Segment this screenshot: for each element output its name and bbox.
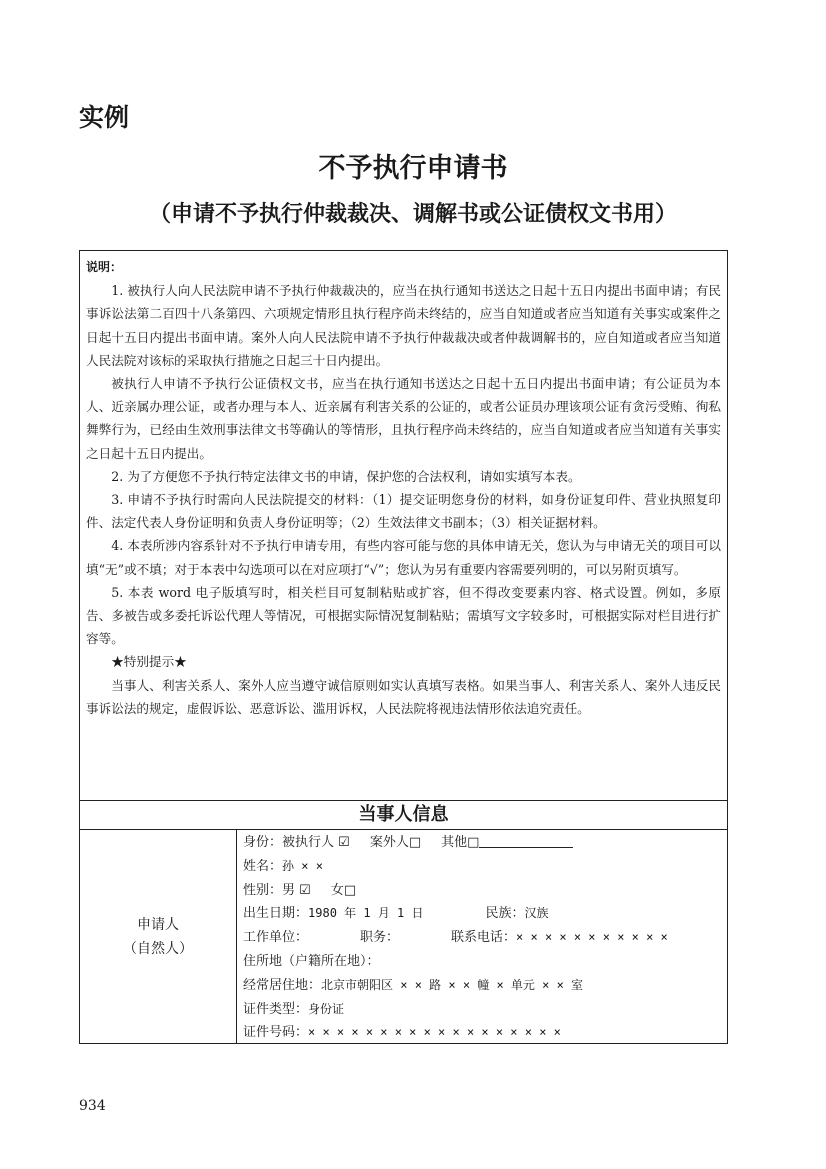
phone-value[interactable]: × × × × × × × × × × × xyxy=(516,930,668,945)
applicant-details xyxy=(243,831,723,1045)
residence-value[interactable]: 北京市朝阳区 × × 路 × × 幢 × 单元 × × 室 xyxy=(321,977,584,992)
name-label: 姓名： xyxy=(243,858,283,874)
residence-row xyxy=(243,974,723,998)
applicant-role-type: （自然人） xyxy=(123,940,193,957)
employment-row xyxy=(243,926,723,950)
id-number-row xyxy=(243,1021,723,1045)
employer-label: 工作单位： xyxy=(243,930,309,946)
identity-row xyxy=(243,831,723,855)
domicile-row xyxy=(243,950,723,974)
instruction-paragraph: 2. 为了方便您不予执行特定法律文书的申请，保护您的合法权利，请如实填写本表。 xyxy=(111,468,581,484)
gender-label: 性别： xyxy=(243,882,283,898)
identity-option-respondent[interactable]: 被执行人 ☑ xyxy=(282,835,350,850)
name-value[interactable]: 孙 × × xyxy=(282,858,323,873)
document-title: 不予执行申请书 xyxy=(318,153,508,184)
birth-label: 出生日期： xyxy=(243,906,309,922)
birth-value[interactable]: 1980 年 1 月 1 日 xyxy=(308,906,424,921)
id-type-label: 证件类型： xyxy=(243,1001,309,1017)
ethnicity-value[interactable]: 汉族 xyxy=(524,906,549,921)
instruction-paragraph: 3. 申请不予执行时需向人民法院提交的材料：（1）提交证明您身份的材料，如身份证复印件、营业执照复印件、法定代表人身份证明和负责人身份证明等；（2）生效法律文书副本；（3）相关证据材料。 xyxy=(86,492,721,531)
instructions-heading: 说明： xyxy=(86,260,123,274)
ethnicity-label: 民族： xyxy=(485,906,525,922)
residence-label: 经常居住地： xyxy=(243,977,322,993)
applicant-role-label: 申请人 xyxy=(137,916,179,933)
identity-other-blank[interactable] xyxy=(479,833,573,848)
page-number: 934 xyxy=(79,1098,106,1114)
identity-label: 身份： xyxy=(243,835,283,850)
special-notice-heading: ★特别提示★ xyxy=(111,654,187,670)
application-form xyxy=(79,250,728,1044)
birth-row xyxy=(243,902,723,926)
section-label: 实例 xyxy=(79,103,130,132)
special-notice-text: 当事人、利害关系人、案外人应当遵守诚信原则如实认真填写表格。如果当事人、利害关系人、案外人违反民事诉讼法的规定，虚假诉讼、恶意诉讼、滥用诉权，人民法院将视违法情形依法追究责任。 xyxy=(86,677,721,716)
instruction-paragraph: 4. 本表所涉内容系针对不予执行申请专用，有些内容可能与您的具体申请无关，您认为与申请无关的项目可以填“无”或不填；对于本表中勾选项可以在对应项打“√”；您认为另有重要内容需要列明的，可以另附页填写。 xyxy=(86,538,721,577)
party-info-header: 当事人信息 xyxy=(80,800,727,830)
id-number-value[interactable]: × × × × × × × × × × × × × × × × × × xyxy=(308,1025,561,1040)
id-type-value[interactable]: 身份证 xyxy=(308,1001,345,1016)
identity-option-other[interactable]: 其他□ xyxy=(441,835,480,850)
applicant-role-cell xyxy=(80,830,237,1043)
name-row xyxy=(243,855,723,879)
phone-label: 联系电话： xyxy=(451,930,517,946)
instruction-paragraph: 5. 本表 word 电子版填写时，相关栏目可复制粘贴或扩容，但不得改变要素内容、格式设置。例如，多原告、多被告或多委托诉讼代理人等情况，可根据实际情况复制粘贴；需填写文字较多时，可根据实际对栏目进行扩容等。 xyxy=(86,584,721,647)
id-type-row xyxy=(243,998,723,1022)
id-number-label: 证件号码： xyxy=(243,1025,309,1041)
gender-option-male[interactable]: 男 ☑ xyxy=(282,882,311,898)
domicile-label: 住所地（户籍所在地）： xyxy=(243,953,380,969)
position-label: 职务： xyxy=(360,930,400,946)
document-subtitle: （申请不予执行仲裁裁决、调解书或公证债权文书用） xyxy=(148,202,677,227)
instruction-paragraph: 1. 被执行人向人民法院申请不予执行仲裁裁决的，应当在执行通知书送达之日起十五日内提出书面申请；有民事诉讼法第二百四十八条第四、六项规定情形且执行程序尚未终结的，应当自知道或者应当知道有关事实或案件之日起十五日内提出书面申请。案外人向人民法院申请不予执行仲裁裁决或者仲裁调解书的，应自知道或者应当知道人民法院对该标的采取执行措施之日起三十日内提出。 xyxy=(86,283,721,368)
gender-row xyxy=(243,879,723,903)
instructions-section xyxy=(80,251,727,800)
gender-option-female[interactable]: 女□ xyxy=(330,882,357,898)
instruction-paragraph: 被执行人申请不予执行公证债权文书，应当在执行通知书送达之日起十五日内提出书面申请；有公证员为本人、近亲属办理公证，或者办理与本人、近亲属有利害关系的公证的，或者公证员办理该项公证有贪污受贿、徇私舞弊行为，已经由生效刑事法律文书等确认的等情形，且执行程序尚未终结的，应当自知道或者应当知道有关事实之日起十五日内提出。 xyxy=(86,376,721,461)
identity-option-outsider[interactable]: 案外人□ xyxy=(369,835,422,850)
